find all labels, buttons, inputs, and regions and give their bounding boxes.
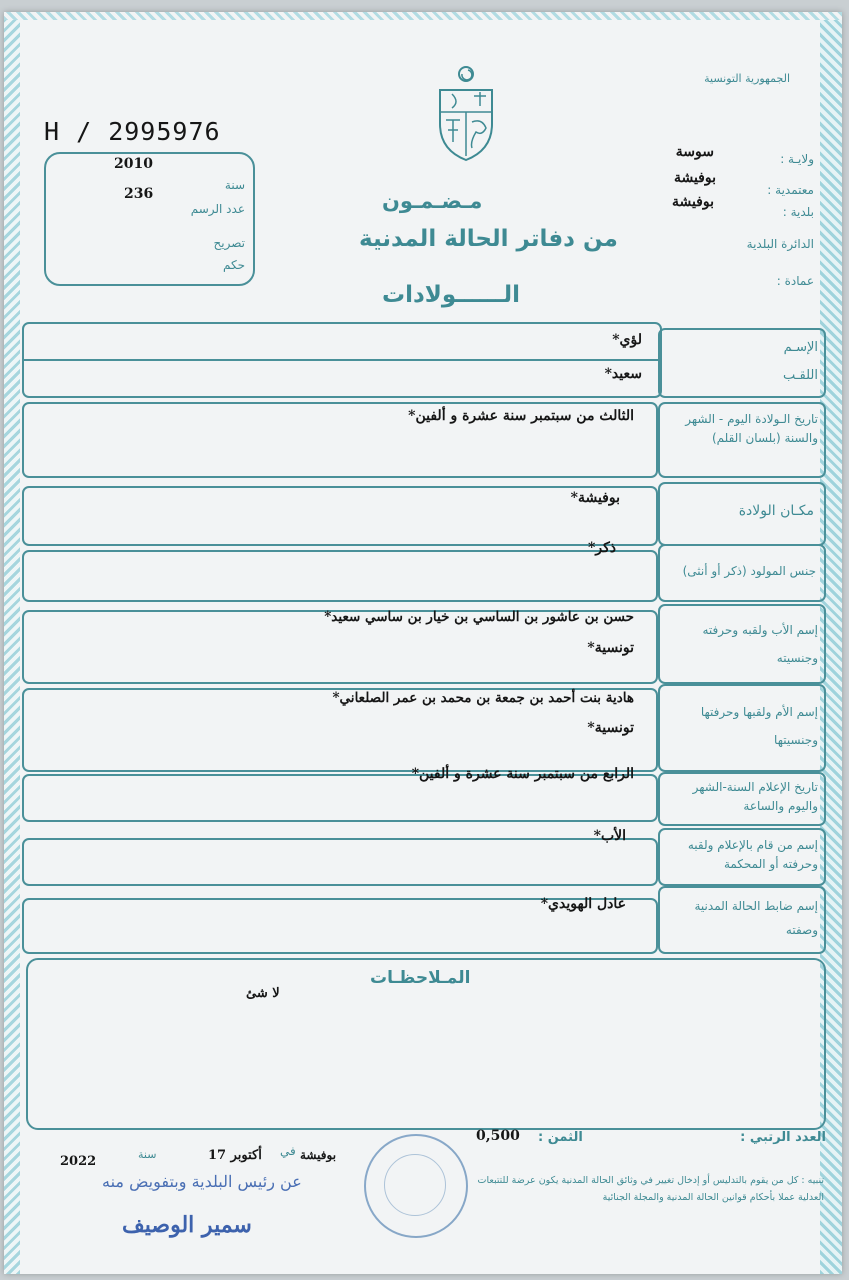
- surname-label: اللقـب: [782, 368, 818, 383]
- label-box-sex: [658, 544, 826, 602]
- declarant-label: إسم من قام بالإعلام ولقبه وحرفته أو المحكمة: [687, 838, 818, 871]
- paper-top-edge: [4, 12, 842, 20]
- serial-number: H / 2995976: [44, 117, 221, 146]
- birth-date-value: الثالث من سبتمبر سنة عشرة و ألفين*: [408, 408, 634, 424]
- date-prefix: في: [280, 1144, 296, 1158]
- officer-value: عادل الهويدي*: [540, 896, 626, 912]
- declarant-value: الأب*: [593, 828, 626, 844]
- header-district-label: الدائرة البلدية: [746, 237, 814, 251]
- price-label: الثمن :: [538, 1130, 583, 1145]
- mother-label: إسم الأم ولقبها وحرفتها وجنسيتها: [700, 705, 818, 747]
- value-box-birth-place: [22, 486, 658, 546]
- registration-number: 236: [124, 186, 154, 202]
- header-republic: الجمهورية التونسية: [704, 72, 790, 85]
- header-governorate-value: سوسة: [675, 144, 714, 160]
- registration-box: [44, 152, 255, 286]
- title-extract: مـضـمـون: [382, 189, 483, 213]
- registration-year: 2010: [114, 156, 153, 172]
- name-value: لؤي*: [612, 332, 642, 348]
- value-box-birth-date: [22, 402, 658, 478]
- price-value: 0,500: [476, 1128, 520, 1144]
- issue-date: 17 أكتوبر: [208, 1148, 262, 1163]
- title-civil-registry: من دفاتر الحالة المدنية: [359, 226, 618, 252]
- label-box-declarant: [658, 828, 826, 886]
- mother-nationality: تونسية*: [587, 720, 634, 736]
- issue-year: 2022: [60, 1154, 97, 1169]
- remarks-box: [26, 958, 826, 1130]
- legal-warning: تنبيه : كل من يقوم بالتدليس أو إدخال تغيير في وثائق الحالة المدنية يكون عرضة للتتبعات العدلية عملا بأحكام قوانين الحالة المدنية والمجلة الجنائية: [477, 1175, 824, 1203]
- father-value: حسن بن عاشور بن الساسي بن خيار بن ساسي سعيد*: [324, 609, 634, 625]
- title-births: الــــــولادات: [382, 282, 521, 308]
- header-delegation-value: بوفيشة: [673, 170, 716, 186]
- label-box-birth-place: [658, 482, 826, 546]
- header-governorate-label: ولايـة :: [780, 152, 814, 166]
- remarks-value: لا شئ: [246, 986, 280, 1001]
- label-declaration: تصريح: [213, 236, 245, 250]
- officer-label: إسم ضابط الحالة المدنية وصفته: [694, 899, 818, 937]
- signature-name: سمير الوصيف: [122, 1212, 252, 1238]
- label-box-officer: [658, 886, 826, 954]
- document-paper: [4, 12, 842, 1274]
- surname-value: سعيد*: [604, 366, 642, 382]
- label-box-father: [658, 604, 826, 684]
- header-municipality-value: بوفيشة: [671, 194, 714, 210]
- label-box-declaration-date: [658, 772, 826, 826]
- year-label: سنة: [138, 1148, 157, 1161]
- label-year: سنة: [224, 178, 245, 192]
- delegate-text: عن رئيس البلدية وبتفويض منه: [102, 1172, 302, 1191]
- value-box-mother: [22, 688, 658, 772]
- sex-label: جنس المولود (ذكر أو أنثى): [682, 564, 816, 578]
- paper-left-edge: [4, 12, 20, 1274]
- name-label: الإسـم: [783, 340, 818, 355]
- declaration-date-label: تاريخ الإعلام السنة-الشهر واليوم والساعة: [692, 780, 818, 813]
- value-box-declaration-date: [22, 766, 658, 822]
- value-box-declarant: [22, 828, 658, 886]
- issue-place: بوفيشة: [300, 1148, 337, 1162]
- value-box-sex: [22, 540, 658, 602]
- header-sector-label: عمادة :: [776, 274, 814, 288]
- sequence-label: العدد الرتبي :: [740, 1130, 826, 1145]
- header-municipality-label: بلدية :: [782, 205, 814, 219]
- birth-place-value: بوفيشة*: [570, 490, 620, 506]
- tunisia-emblem-icon: [434, 64, 498, 164]
- father-label: إسم الأب ولقبه وحرفته وجنسيته: [702, 623, 818, 665]
- value-box-officer: [22, 898, 658, 954]
- label-box-name: [658, 328, 826, 398]
- label-judgment: حكم: [222, 258, 245, 272]
- sex-value: ذكر*: [588, 540, 616, 556]
- label-box-birth-date: [658, 402, 826, 478]
- remarks-label: المـلاحظـات: [370, 968, 471, 988]
- declaration-date-value: الرابع من سبتمبر سنة عشرة و ألفين*: [411, 766, 634, 782]
- birth-place-label: مكـان الولادة: [738, 503, 814, 519]
- label-box-mother: [658, 684, 826, 772]
- label-number: عدد الرسم: [190, 202, 245, 216]
- header-delegation-label: معتمدية :: [767, 183, 814, 197]
- value-box-name: [22, 322, 662, 398]
- mother-value: هادية بنت أحمد بن جمعة بن محمد بن عمر الصلعاني*: [332, 690, 634, 706]
- municipal-stamp: [364, 1134, 468, 1238]
- father-nationality: تونسية*: [587, 640, 634, 656]
- birth-date-label: تاريخ الـولادة اليوم - الشهر والسنة (بلسان القلم): [685, 412, 818, 445]
- value-box-father: [22, 610, 658, 684]
